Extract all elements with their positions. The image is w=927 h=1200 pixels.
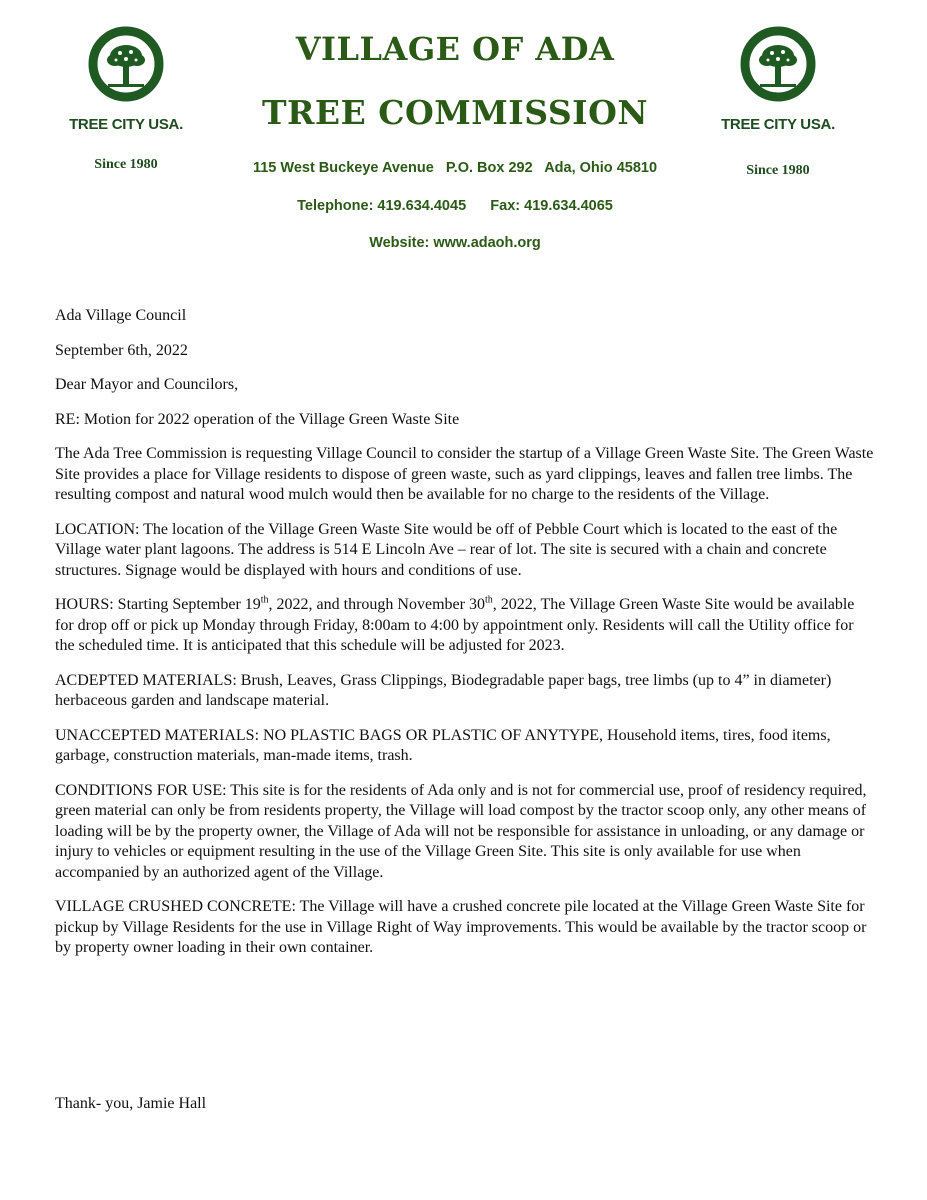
tree-city-usa-text: TREE CITY USA. <box>69 116 183 133</box>
unaccepted-materials-paragraph: UNACCEPTED MATERIALS: NO PLASTIC BAGS OR PLASTIC OF ANYTYPE, Household items, tires, food items, garbage, construction materials, man-made items, trash. <box>55 726 831 764</box>
letterhead-phones: Telephone: 419.634.4045 Fax: 419.634.4065 <box>297 198 613 214</box>
since-label-right: Since 1980 <box>746 163 810 178</box>
signature: Thank- you, Jamie Hall <box>55 1095 207 1112</box>
tree-icon <box>740 22 816 114</box>
since-label-left: Since 1980 <box>94 157 158 172</box>
letterhead-title: VILLAGE OF ADA <box>295 30 615 68</box>
accepted-materials-paragraph: ACDEPTED MATERIALS: Brush, Leaves, Grass Clippings, Biodegradable paper bags, tree limbs (up to 4” in diameter) herbaceous garden and landscape material. <box>55 671 832 709</box>
letter-body <box>55 306 875 973</box>
subject-line: RE: Motion for 2022 operation of the Village Green Waste Site <box>55 410 460 428</box>
hours-paragraph: HOURS: Starting September 19th, 2022, and through November 30th, 2022, The Village Green Waste Site would be available for drop off or pick up Monday through Friday, 8:00am to 4:00 by appointment only. Residents will call the Utility office for the scheduled time. It is anticipated that this schedule will be adjusted for 2023. <box>55 594 855 654</box>
tree-city-logo-right <box>708 22 848 133</box>
conditions-paragraph: CONDITIONS FOR USE: This site is for the residents of Ada only and is not for commercial use, proof of residency required, green material can only be from residents property, the Village will load compost by the tractor scoop only, any other means of loading will be by the property owner, the Village of Ada will not be responsible for assistance in unloading, or any damage or injury to vehicles or equipment resulting in the use of the Village Green Site. This site is only available for use when accompanied by an authorized agent of the Village. <box>55 781 867 881</box>
crushed-concrete-paragraph: VILLAGE CRUSHED CONCRETE: The Village will have a crushed concrete pile located at the Village Green Waste Site for pickup by Village Residents for the use in Village Right of Way improvements. This would be available by the tractor scoop or by property owner loading in their own container. <box>55 898 867 956</box>
letterhead-website: Website: www.adaoh.org <box>369 235 541 251</box>
letter-date: September 6th, 2022 <box>55 341 188 359</box>
tree-icon <box>88 22 164 114</box>
tree-city-logo-left <box>56 22 196 133</box>
letterhead-subtitle: TREE COMMISSION <box>261 93 649 132</box>
salutation: Dear Mayor and Councilors, <box>55 376 239 393</box>
tree-city-usa-text: TREE CITY USA. <box>721 116 835 133</box>
letterhead-address: 115 West Buckeye Avenue P.O. Box 292 Ada, Ohio 45810 <box>252 160 658 176</box>
intro-paragraph: The Ada Tree Commission is requesting Village Council to consider the startup of a Village Green Waste Site. The Green Waste Site provides a place for Village residents to dispose of green waste, such as yard clippings, leaves and fallen tree limbs. The resulting compost and natural wood mulch would then be available for no charge to the residents of the Village. <box>55 445 874 503</box>
recipient: Ada Village Council <box>55 307 187 324</box>
location-paragraph: LOCATION: The location of the Village Green Waste Site would be off of Pebble Court which is located to the east of the Village water plant lagoons. The address is 514 E Lincoln Ave – rear of lot. The site is secured with a chain and concrete structures. Signage would be displayed with hours and conditions of use. <box>55 520 838 579</box>
